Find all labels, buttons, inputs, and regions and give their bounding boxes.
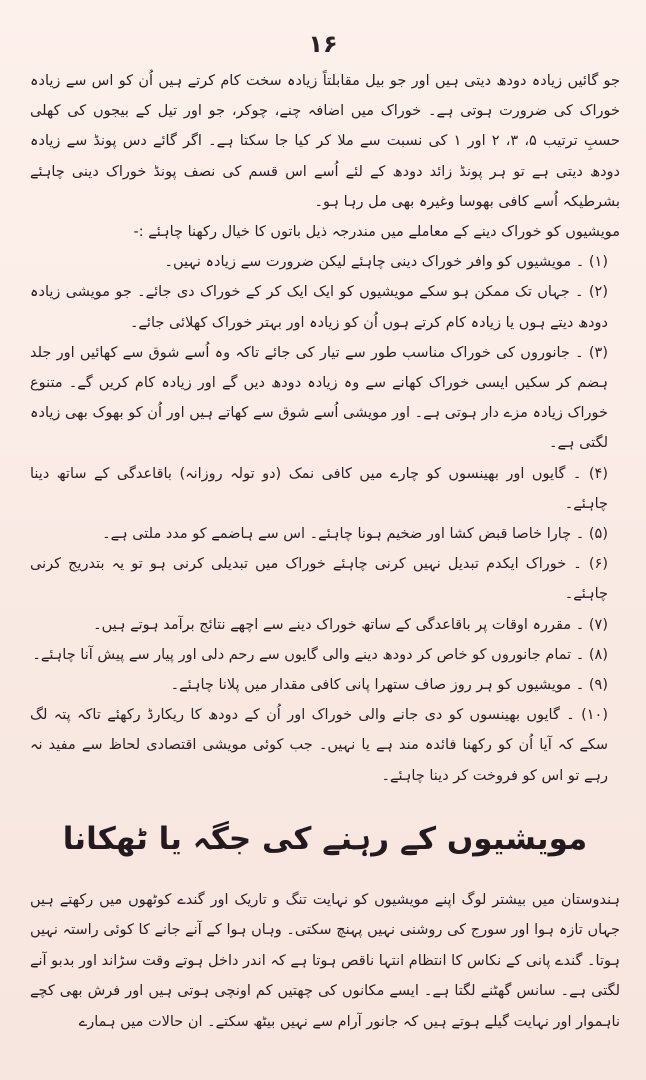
section-paragraph: ہندوستان میں بیشتر لوگ اپنے مویشیوں کو نہایت تنگ و تاریک اور گندے کوٹھوں میں رکھتے ہیں جہاں تازہ ہوا اور سورج کی روشنی نہیں پہنچ سکتی۔ وہاں ہوا کے آنے جانے کا کوئی راستہ نہیں ہوتا۔ گندے پانی کے نکاس کا انتظام انتہا ناقص ہوتا ہے کہ اندر داخل ہوتے وقت سڑاند اور بدبو آنے لگتی ہے۔ سانس گھٹنے لگتا ہے۔ ایسے مکانوں کی چھتیں کم اونچی ہوتی ہیں اور فرش بھی کچے ناہموار اور نہایت گیلے ہوتے ہیں کہ جانور آرام سے نہیں بیٹھ سکتے۔ ان حالات میں ہمارے [30,891,620,1030]
rule-item-5: (۵) ۔ چارا خاصا قبض کشا اور ضخیم ہونا چاہئے۔ اس سے ہاضمے کو مدد ملتی ہے۔ [102,526,608,543]
page-body [30,66,620,1037]
rule-item-7: (۷) ۔ مقررہ اوقات پر باقاعدگی کے ساتھ خوراک دینے سے اچھے نتائج برآمد ہوتے ہیں۔ [93,616,608,633]
intro-paragraph: جو گائیں زیادہ دودھ دیتی ہیں اور جو بیل مقابلتاً زیادہ سخت کام کرتے ہیں اُن کو اس سے زیادہ خوراک کی ضرورت ہوتی ہے۔ خوراک میں اضافہ چنے، چوکر، جو اور تیل کے بیجوں کی کھلی حسبِ ترتیب ۵، ۳، ۲ اور ۱ کی نسبت سے ملا کر کیا جا سکتا ہے۔ اگر گائے دس پونڈ سے زیادہ دودھ دیتی ہے تو ہر پونڈ زائد دودھ کے لئے اُسے اس قسم کی نصف پونڈ خوراک دینی چاہئے بشرطیکہ اُسے کافی بھوسا وغیرہ بھی مل رہا ہو۔ [30,73,620,210]
page-number: ۱۶ [308,30,338,58]
rule-item-10: (۱۰) ۔ گایوں بھینسوں کو دی جانے والی خوراک اور اُن کے دودھ کا ریکارڈ رکھئے تاکہ پتہ لگ سکے کہ آیا اُن کو رکھنا فائدہ مند ہے یا نہیں۔ جب کوئی مویشی اقتصادی لحاظ سے مفید نہ رہے تو اس کو فروخت کر دینا چاہئے۔ [30,707,608,784]
rule-item-4: (۴) ۔ گایوں اور بھینسوں کو چارے میں کافی نمک (دو تولہ روزانہ) باقاعدگی کے ساتھ دینا چاہئے۔ [30,465,608,512]
rule-item-2: (۲) ۔ جہاں تک ممکن ہو سکے مویشیوں کو ایک ایک کر کے خوراک دی جائے۔ جو مویشی زیادہ دودھ دیتے ہوں یا زیادہ کام کرتے ہوں اُن کو زیادہ اور بہتر خوراک کھلائی جائے۔ [30,284,608,331]
section-heading: مویشیوں کے رہنے کی جگہ یا ٹھکانا [62,820,588,857]
rules-intro: مویشیوں کو خوراک دینے کے معاملے میں مندرجہ ذیل باتوں کا خیال رکھنا چاہئے :- [133,224,620,241]
rule-item-3: (۳) ۔ جانوروں کی خوراک مناسب طور سے تیار کی جائے تاکہ وہ اُسے شوق سے کھائیں اور جلد ہضم کر سکیں ایسی خوراک کھانے سے وہ زیادہ دودھ دیں گے اور زیادہ کام کریں گے۔ متنوع خوراک زیادہ مزے دار ہوتی ہے۔ اور مویشی اُسے شوق سے کھاتے ہیں اور اُن کو بھوک بھی زیادہ لگتی ہے۔ [30,344,608,452]
rule-item-1: (۱) ۔ مویشیوں کو وافر خوراک دینی چاہئے لیکن ضرورت سے زیادہ نہیں۔ [164,254,608,271]
rule-item-8: (۸) ۔ تمام جانوروں کو خاص کر دودھ دینے والی گایوں سے رحم دلی اور پیار سے پیش آنا چاہئے۔ [32,646,608,663]
rule-item-9: (۹) ۔ مویشیوں کو ہر روز صاف ستھرا پانی کافی مقدار میں پلانا چاہئے۔ [170,677,608,694]
rule-item-6: (۶) ۔ خوراک ایکدم تبدیل نہیں کرنی چاہئے خوراک میں تبدیلی کرنی ہو تو یہ بتدریج کرنی چاہئے۔ [30,556,608,603]
